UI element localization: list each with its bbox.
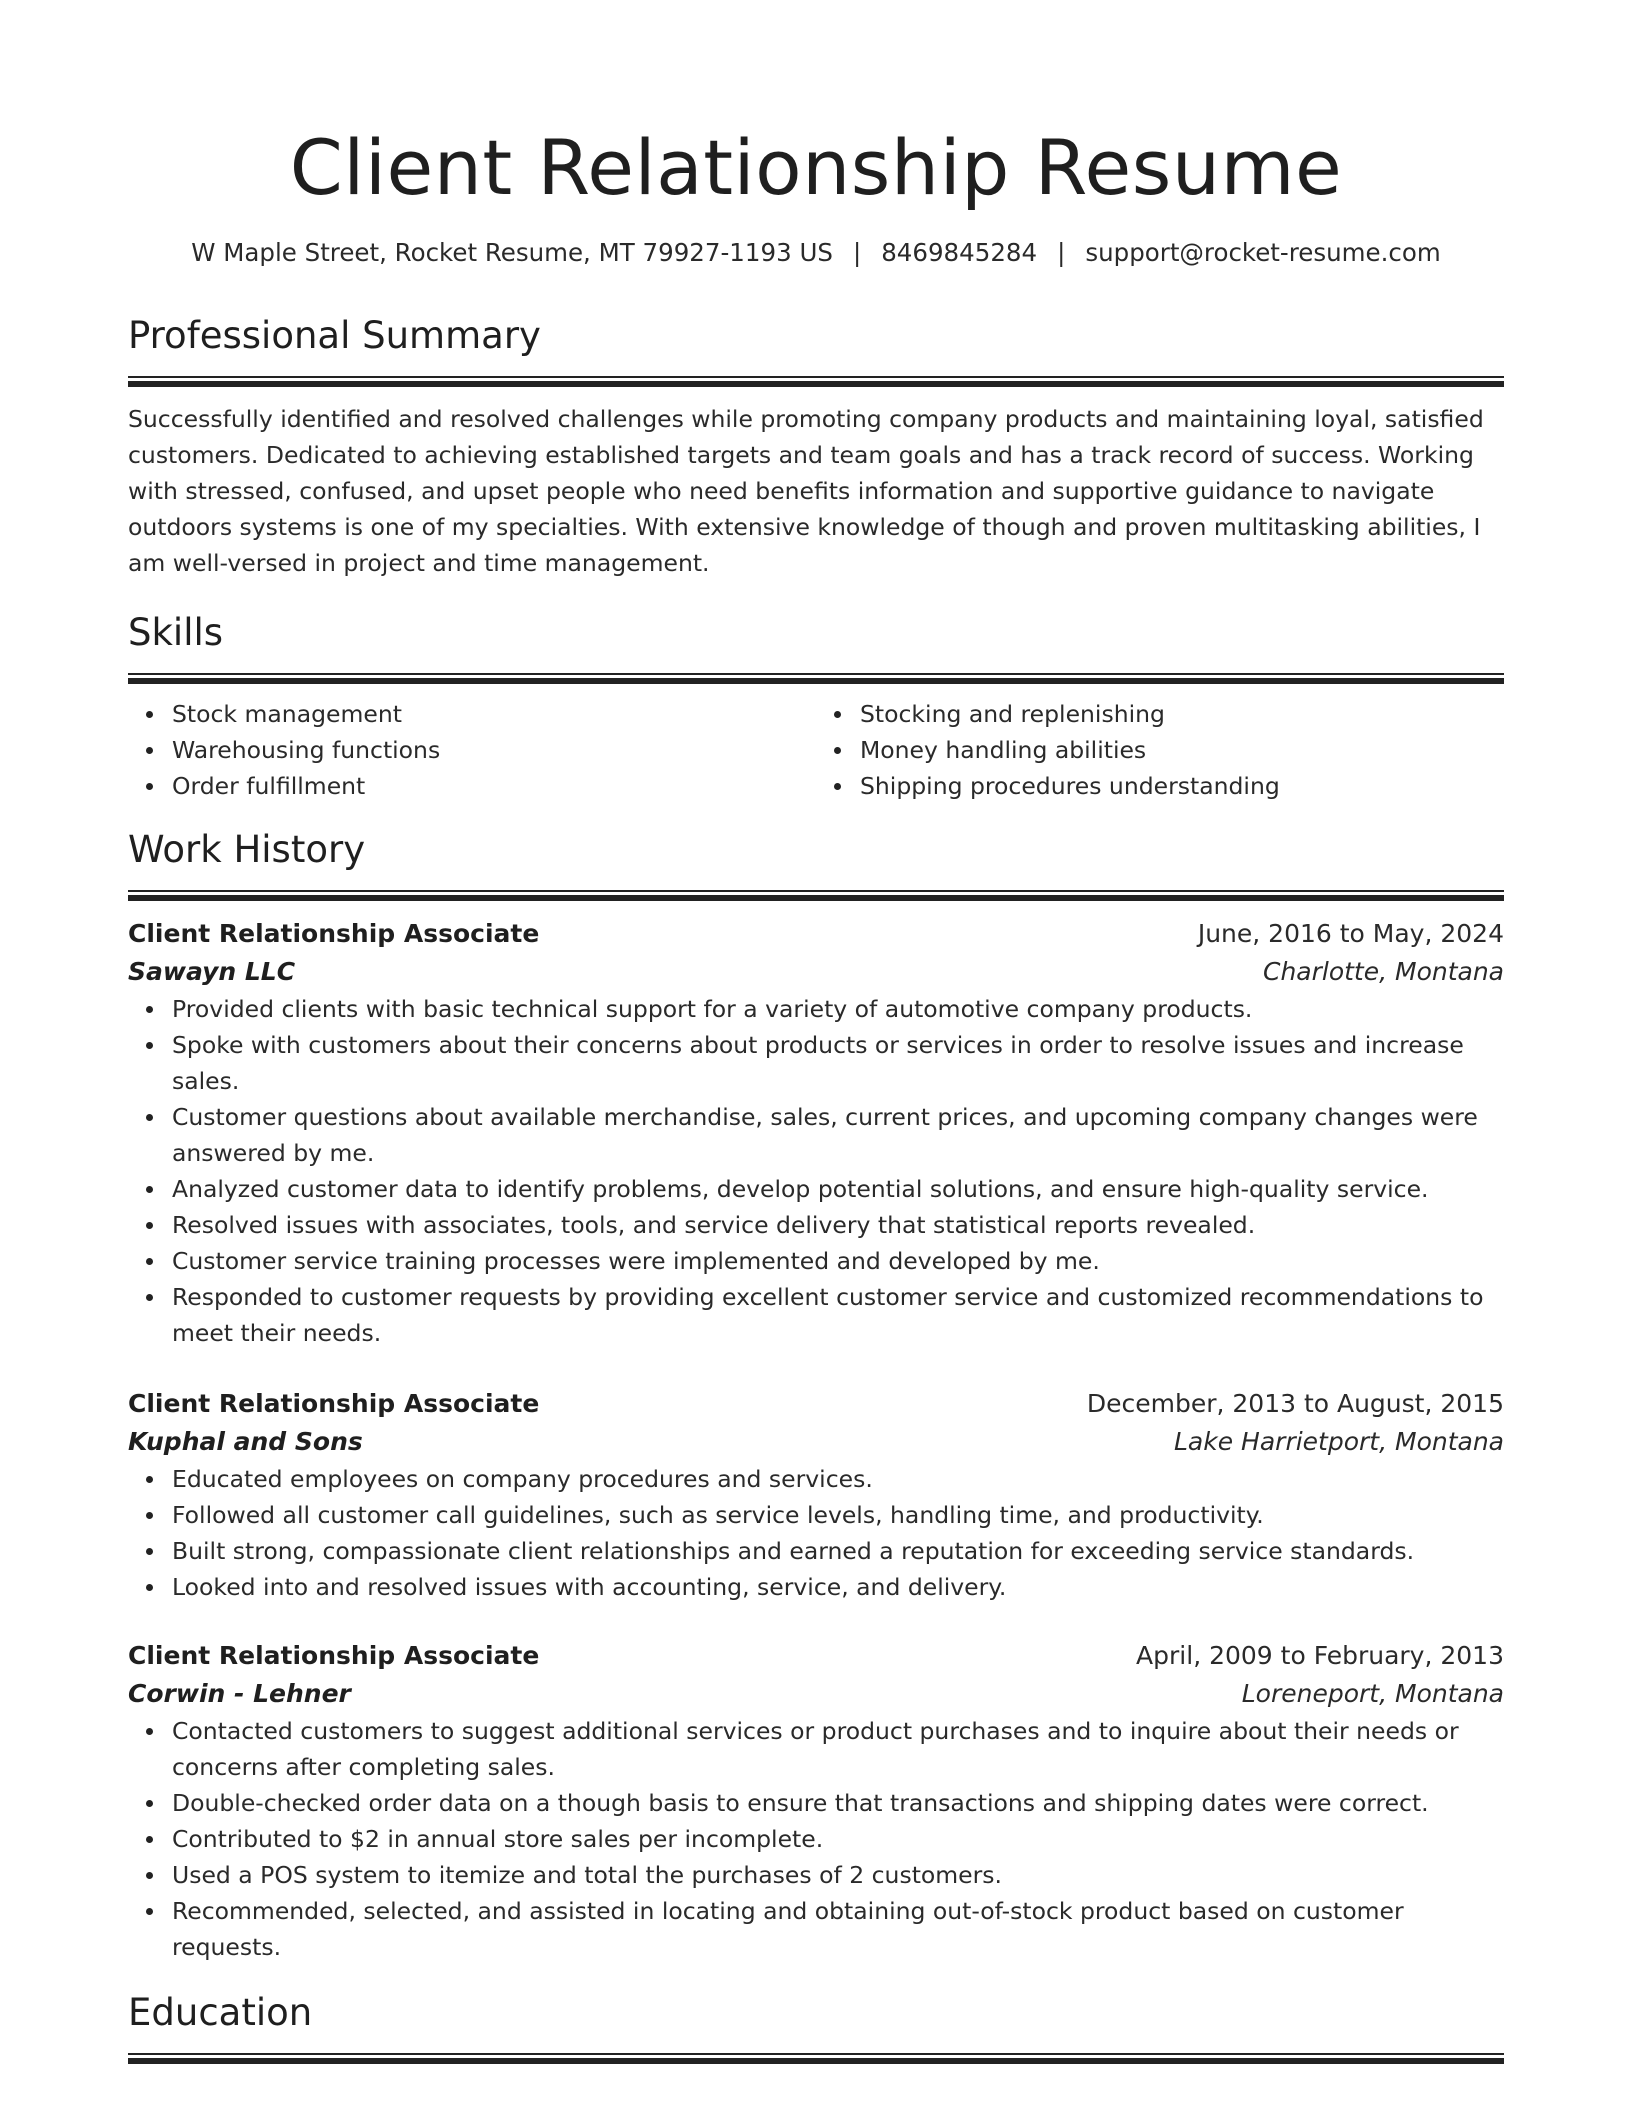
- contact-separator: |: [852, 238, 862, 267]
- job-bullet: Contacted customers to suggest additional services or product purchases and to inquire about their needs or concerns after completing sales.: [172, 1713, 1504, 1785]
- job-dates: December, 2013 to August, 2015: [1086, 1389, 1504, 1418]
- job-bullet-list: [128, 991, 1504, 1351]
- job-header: [128, 1637, 1504, 1675]
- skill-item: Order fulfillment: [172, 768, 816, 804]
- job-bullet: Analyzed customer data to identify problems, develop potential solutions, and ensure high-quality service.: [172, 1171, 1504, 1207]
- job-bullet: Followed all customer call guidelines, such as service levels, handling time, and productivity.: [172, 1497, 1504, 1533]
- job-bullet: Used a POS system to itemize and total the purchases of 2 customers.: [172, 1857, 1504, 1893]
- job-title: Client Relationship Associate: [128, 1389, 540, 1418]
- job-bullet: Built strong, compassionate client relationships and earned a reputation for exceeding service standards.: [172, 1533, 1504, 1569]
- skill-item: Shipping procedures understanding: [860, 768, 1504, 804]
- skills-list: [128, 696, 1504, 804]
- job-dates: June, 2016 to May, 2024: [1197, 919, 1504, 948]
- job-bullet: Responded to customer requests by providing excellent customer service and customized recommendations to meet their needs.: [172, 1279, 1504, 1351]
- contact-address: W Maple Street, Rocket Resume, MT 79927-1193 US: [191, 238, 833, 267]
- job-bullet: Double-checked order data on a though basis to ensure that transactions and shipping dates were correct.: [172, 1785, 1504, 1821]
- job-subheader: [128, 953, 1504, 991]
- contact-separator: |: [1057, 238, 1066, 267]
- job-bullet: Spoke with customers about their concerns about products or services in order to resolve issues and increase sales.: [172, 1027, 1504, 1099]
- education-heading: Education: [128, 1991, 313, 2034]
- job-dates: April, 2009 to February, 2013: [1136, 1641, 1504, 1670]
- job-company: Corwin - Lehner: [128, 1679, 351, 1708]
- skills-column-right: [816, 696, 1504, 804]
- job-bullet: Resolved issues with associates, tools, and service delivery that statistical reports revealed.: [172, 1207, 1504, 1243]
- job-bullet: Recommended, selected, and assisted in locating and obtaining out-of-stock product based on customer requests.: [172, 1893, 1504, 1965]
- section-divider: [128, 2053, 1504, 2064]
- skill-item: Stock management: [172, 696, 816, 732]
- skills-column-left: [128, 696, 816, 804]
- summary-text: Successfully identified and resolved challenges while promoting company products and maintaining loyal, satisfied customers. Dedicated to achieving established targets and team goals and has a track record of success. Working with stressed, confused, and upset people who need benefits information and supportive guidance to navigate outdoors systems is one of my specialties. With extensive knowledge of though and proven multitasking abilities, I am well-versed in project and time management.: [128, 405, 1484, 577]
- skill-item: Money handling abilities: [860, 732, 1504, 768]
- skill-item: Warehousing functions: [172, 732, 816, 768]
- section-divider: [128, 890, 1504, 901]
- job-header: [128, 915, 1504, 953]
- job-bullet: Contributed to $2 in annual store sales per incomplete.: [172, 1821, 1504, 1857]
- job-entry: [128, 1385, 1504, 1605]
- contact-line: [128, 236, 1504, 270]
- resume-title: Client Relationship Resume: [289, 123, 1343, 212]
- contact-phone: 8469845284: [881, 238, 1038, 267]
- job-bullet: Customer service training processes were implemented and developed by me.: [172, 1243, 1504, 1279]
- job-header: [128, 1385, 1504, 1423]
- summary-heading: Professional Summary: [128, 314, 541, 357]
- job-bullet: Provided clients with basic technical support for a variety of automotive company products.: [172, 991, 1504, 1027]
- job-bullet-list: [128, 1713, 1504, 1965]
- job-subheader: [128, 1675, 1504, 1713]
- contact-email: support@rocket-resume.com: [1085, 238, 1441, 267]
- section-divider: [128, 673, 1504, 684]
- job-location: Charlotte, Montana: [1262, 957, 1504, 986]
- section-divider: [128, 376, 1504, 387]
- work-history-heading: Work History: [128, 828, 366, 871]
- skill-item: Stocking and replenishing: [860, 696, 1504, 732]
- job-subheader: [128, 1423, 1504, 1461]
- job-bullet: Looked into and resolved issues with accounting, service, and delivery.: [172, 1569, 1504, 1605]
- job-bullet-list: [128, 1461, 1504, 1605]
- job-location: Lake Harrietport, Montana: [1174, 1427, 1504, 1456]
- job-title: Client Relationship Associate: [128, 1641, 540, 1670]
- skills-heading: Skills: [128, 611, 224, 654]
- job-company: Kuphal and Sons: [128, 1427, 363, 1456]
- job-entry: [128, 1637, 1504, 1965]
- job-title: Client Relationship Associate: [128, 919, 540, 948]
- job-entry: [128, 915, 1504, 1351]
- job-bullet: Customer questions about available merchandise, sales, current prices, and upcoming company changes were answered by me.: [172, 1099, 1504, 1171]
- job-company: Sawayn LLC: [128, 957, 296, 986]
- job-location: Loreneport, Montana: [1241, 1679, 1504, 1708]
- job-bullet: Educated employees on company procedures and services.: [172, 1461, 1504, 1497]
